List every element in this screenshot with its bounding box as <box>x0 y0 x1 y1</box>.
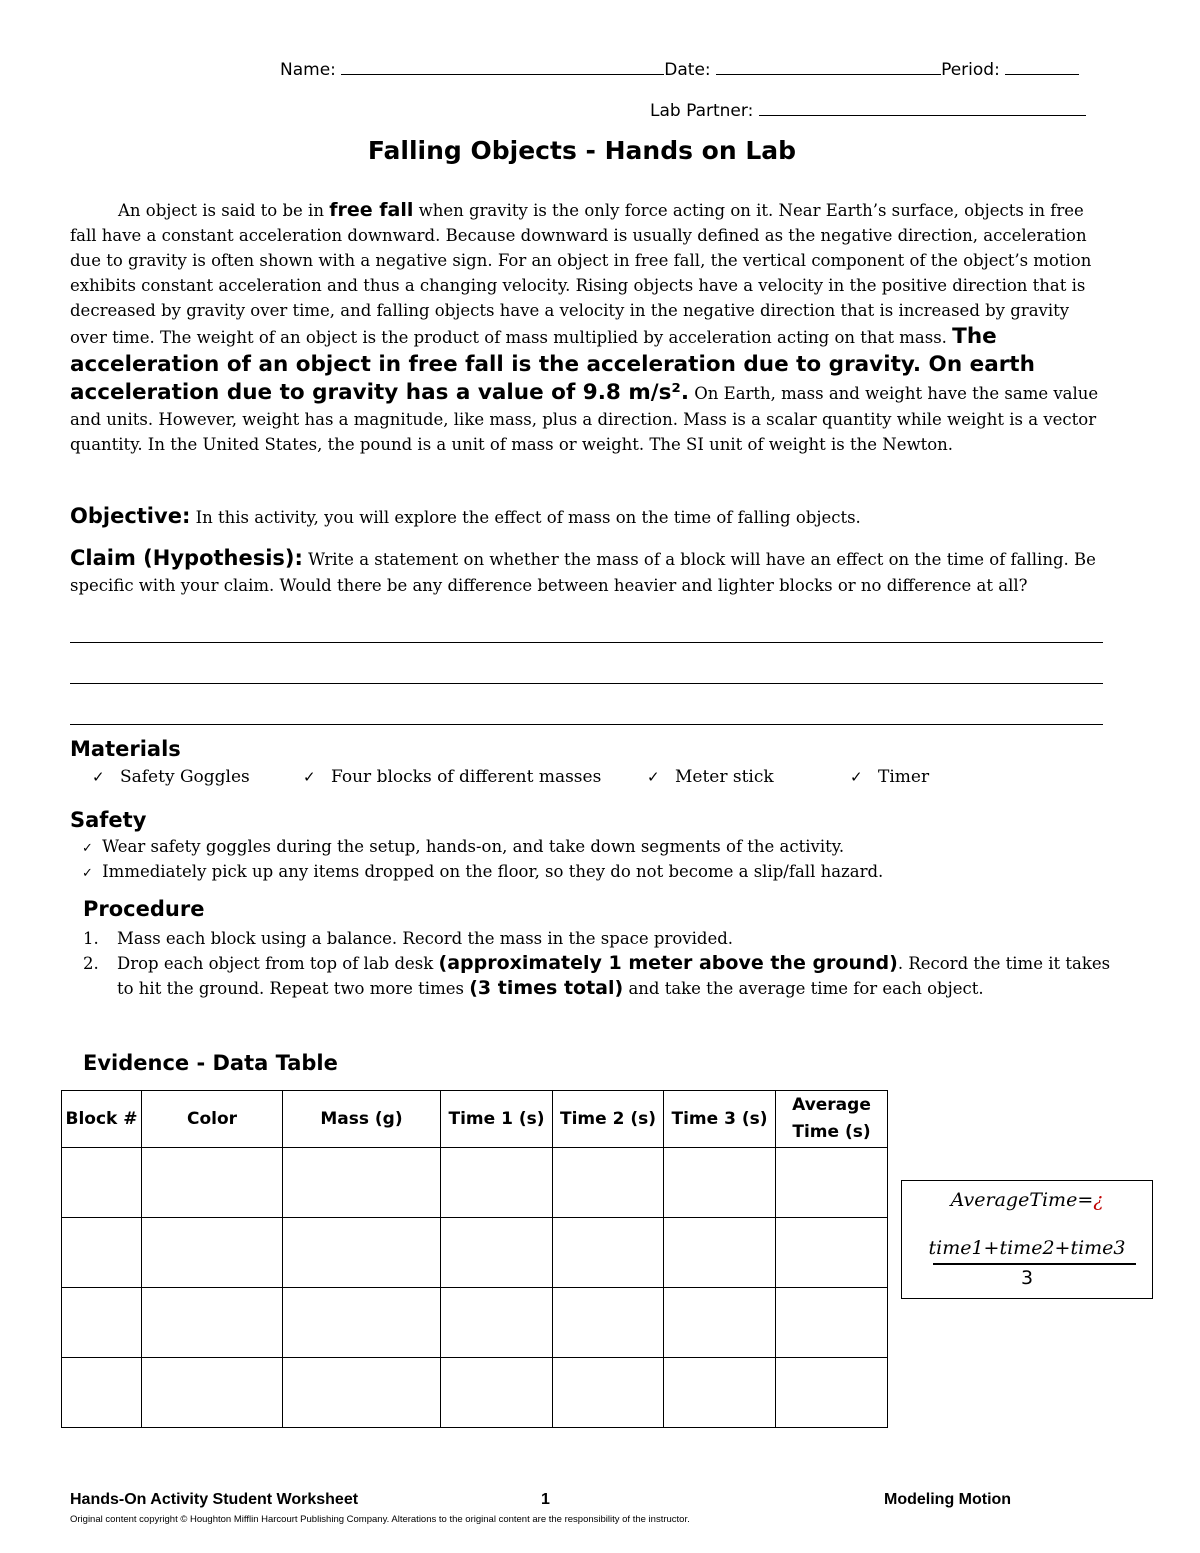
objective <box>70 504 1130 528</box>
table-cell[interactable] <box>664 1218 776 1288</box>
table-cell[interactable] <box>776 1358 888 1428</box>
table-header-row <box>62 1091 888 1148</box>
claim-label: Claim (Hypothesis): <box>70 546 303 570</box>
intro-text-2: when gravity is the only force acting on it. Near Earth’s surface, objects in free fall have a constant acceleration downward. Because downward is usually defined as the negative direction, acceleration due to gravity is often shown with a negative sign. For an object in free fall, the vertical component of the object’s motion exhibits constant acceleration and thus a changing velocity. Rising objects have a velocity in the positive direction that is decreased by gravity over time, and falling objects have a velocity in the negative direction that is increased by gravity over time. The weight of an object is the product of mass multiplied by acceleration acting on that mass. <box>70 201 1092 347</box>
table-cell[interactable] <box>283 1288 441 1358</box>
table-cell[interactable] <box>553 1358 664 1428</box>
table-cell[interactable] <box>553 1288 664 1358</box>
check-icon: ✓ <box>647 768 660 786</box>
step-text: and take the average time for each object. <box>628 979 984 998</box>
page-number: 1 <box>541 1491 550 1508</box>
answer-line-2[interactable] <box>70 683 1103 684</box>
column-header: Time 1 (s) <box>441 1091 553 1148</box>
material-item <box>92 767 250 787</box>
material-item <box>303 767 601 787</box>
footer-left: Hands-On Activity Student Worksheet <box>70 1491 359 1508</box>
material-label: Safety Goggles <box>119 767 250 787</box>
check-icon: ✓ <box>82 841 93 856</box>
table-cell[interactable] <box>62 1148 142 1218</box>
material-label: Timer <box>877 767 930 787</box>
column-header: Average Time (s) <box>776 1091 888 1148</box>
objective-label: Objective: <box>70 504 191 528</box>
table-cell[interactable] <box>553 1148 664 1218</box>
table-cell[interactable] <box>776 1148 888 1218</box>
check-icon: ✓ <box>92 768 105 786</box>
safety-item <box>82 837 844 856</box>
table-cell[interactable] <box>441 1218 553 1288</box>
step-emphasis: (approximately 1 meter above the ground) <box>438 952 898 974</box>
table-cell[interactable] <box>142 1218 283 1288</box>
check-icon: ✓ <box>82 866 93 881</box>
table-cell[interactable] <box>664 1358 776 1428</box>
name-blank[interactable] <box>341 56 664 75</box>
copyright-notice: Original content copyright © Houghton Mifflin Harcourt Publishing Company. Alterations to the original content are the responsibility of the instructor. <box>70 1514 690 1525</box>
column-header: Block # <box>62 1091 142 1148</box>
gravity-statement: The acceleration of an object in free fall is the acceleration due to gravity. On earth acceleration due to gravity has a value of 9.8 m/s² <box>70 324 1035 405</box>
table-cell[interactable] <box>142 1358 283 1428</box>
safety-text: Immediately pick up any items dropped on the floor, so they do not become a slip/fall hazard. <box>102 862 884 881</box>
safety-text: Wear safety goggles during the setup, hands-on, and take down segments of the activity. <box>102 837 845 856</box>
column-header: Time 2 (s) <box>553 1091 664 1148</box>
procedure-heading: Procedure <box>83 897 205 921</box>
footer-right: Modeling Motion <box>884 1491 1012 1508</box>
table-row <box>62 1358 888 1428</box>
data-table <box>61 1090 888 1428</box>
formula-denominator: 3 <box>1020 1267 1034 1289</box>
step-text: Mass each block using a balance. Record the mass in the space provided. <box>117 929 734 948</box>
material-label: Meter stick <box>674 767 774 787</box>
period-blank[interactable] <box>1005 56 1079 75</box>
answer-line-3[interactable] <box>70 724 1103 725</box>
table-cell[interactable] <box>664 1148 776 1218</box>
intro-text-3: On Earth, mass and weight have the same value and units. However, weight has a magnitude, like mass, plus a direction. Mass is a scalar quantity while weight is a vector quantity. In the United States, the pound is a unit of mass or weight. The SI unit of weight is the Newton. <box>70 384 1099 454</box>
table-cell[interactable] <box>553 1218 664 1288</box>
step-emphasis: (3 times total) <box>469 977 624 999</box>
table-row <box>62 1218 888 1288</box>
answer-line-1[interactable] <box>70 642 1103 643</box>
table-cell[interactable] <box>62 1358 142 1428</box>
claim-text: Write a statement on whether the mass of a block will have an effect on the time of falling. Be specific with your claim. Would there be any difference between heavier and lighter blocks or no difference at all? <box>70 550 1096 595</box>
gravity-statement-period: . <box>680 380 689 405</box>
table-cell[interactable] <box>62 1288 142 1358</box>
table-cell[interactable] <box>283 1218 441 1288</box>
step-text: Drop each object from top of lab desk <box>117 954 434 973</box>
intro-text-1: An object is said to be in <box>118 201 324 220</box>
evidence-heading: Evidence - Data Table <box>83 1051 338 1075</box>
table-cell[interactable] <box>283 1358 441 1428</box>
check-icon: ✓ <box>850 768 863 786</box>
column-header: Time 3 (s) <box>664 1091 776 1148</box>
fraction-bar <box>933 1263 1136 1265</box>
table-row <box>62 1288 888 1358</box>
lab-partner-row <box>650 97 1086 121</box>
column-header: Mass (g) <box>283 1091 441 1148</box>
table-cell[interactable] <box>142 1148 283 1218</box>
step-number: 1. <box>83 929 99 948</box>
table-cell[interactable] <box>142 1288 283 1358</box>
formula-lhs <box>902 1189 1152 1211</box>
lab-partner-label: Lab Partner: <box>650 101 754 121</box>
procedure-step-2 <box>83 951 1117 1001</box>
procedure-step-1 <box>83 926 1093 951</box>
name-field-row <box>280 56 1079 80</box>
table-cell[interactable] <box>441 1148 553 1218</box>
table-cell[interactable] <box>441 1288 553 1358</box>
formula-lhs-text: AverageTime= <box>950 1189 1094 1211</box>
formula-glyph: ¿ <box>1093 1189 1104 1211</box>
table-cell[interactable] <box>283 1148 441 1218</box>
materials-heading: Materials <box>70 737 181 761</box>
table-cell[interactable] <box>776 1288 888 1358</box>
objective-text: In this activity, you will explore the effect of mass on the time of falling objects. <box>195 508 861 527</box>
table-cell[interactable] <box>776 1218 888 1288</box>
date-label: Date: <box>664 60 711 80</box>
table-row <box>62 1148 888 1218</box>
average-time-formula <box>901 1180 1153 1299</box>
step-number: 2. <box>83 954 99 973</box>
table-cell[interactable] <box>664 1288 776 1358</box>
name-label: Name: <box>280 60 336 80</box>
claim <box>70 545 1130 599</box>
page-title: Falling Objects - Hands on Lab <box>367 136 797 165</box>
column-header: Color <box>142 1091 283 1148</box>
step-text: . Record the time it takes to hit the ground. Repeat two more times <box>117 954 1111 998</box>
table-cell[interactable] <box>441 1358 553 1428</box>
material-item <box>647 767 774 787</box>
free-fall-term: free fall <box>329 199 414 221</box>
table-cell[interactable] <box>62 1218 142 1288</box>
material-label: Four blocks of different masses <box>330 767 602 787</box>
intro-paragraph <box>70 198 1105 457</box>
check-icon: ✓ <box>303 768 316 786</box>
lab-partner-blank[interactable] <box>759 97 1086 116</box>
formula-numerator: time1+time2+time3 <box>928 1237 1126 1259</box>
material-item <box>850 767 929 787</box>
date-blank[interactable] <box>716 56 941 75</box>
safety-item <box>82 862 883 881</box>
period-label: Period: <box>941 60 1000 80</box>
safety-heading: Safety <box>70 808 147 832</box>
